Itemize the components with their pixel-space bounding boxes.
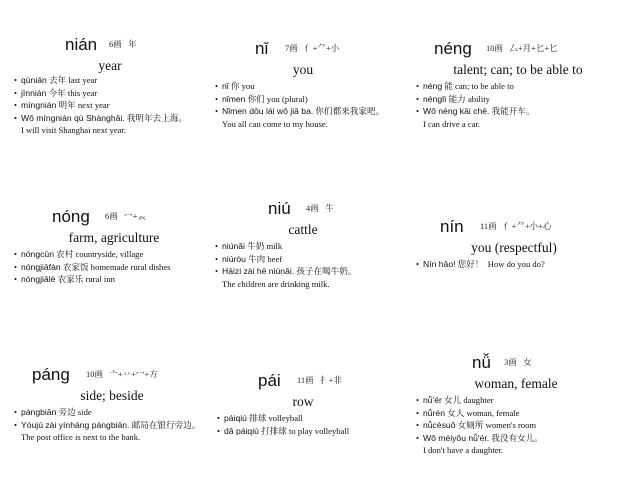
character-info xyxy=(297,374,342,386)
list-item: • Yóujú zài yínháng pángbiān. 邮局在银行旁边。 The post office is next to the bank. xyxy=(14,419,201,442)
pinyin-heading: nóng xyxy=(52,207,90,226)
radical-components: 扌+非 xyxy=(320,375,342,385)
list-item: • nǐmen 你们 you (plural) xyxy=(215,93,308,104)
list-item: • niúnǎi 牛奶 milk xyxy=(215,241,283,251)
card-niu xyxy=(215,198,423,289)
list-item: • nǐ 你 you xyxy=(215,81,255,91)
list-item: • néng 能 can; to be able to xyxy=(416,81,514,91)
list-item: • niúròu 牛肉 beef xyxy=(215,253,283,264)
card-ni xyxy=(215,38,423,129)
radical-components: 牛 xyxy=(325,203,334,213)
pinyin-heading: nǐ xyxy=(255,39,269,58)
list-item: • Nǐmen dōu lái wǒ jiā ba. 你们都来我家吧。 You all can come to my house. xyxy=(215,106,385,129)
meaning: woman, female xyxy=(474,376,558,391)
radical-components: 亠+丷+冖+方 xyxy=(109,369,158,379)
list-item: • nóngcūn 农村 countryside, village xyxy=(14,249,144,259)
pinyin-heading: nín xyxy=(440,217,464,236)
list-item: • dǎ páiqiú 打排球 to play volleyball xyxy=(217,425,350,436)
pinyin-heading: nián xyxy=(65,35,98,54)
list-item: • míngnián 明年 next year xyxy=(14,100,110,110)
character-info xyxy=(306,202,334,214)
card-pai xyxy=(215,370,423,436)
character-info xyxy=(86,368,158,380)
pinyin-heading: néng xyxy=(434,39,472,58)
pinyin-heading: pái xyxy=(258,371,281,390)
character-info xyxy=(105,210,146,222)
list-item: • nénglì 能力 ability xyxy=(416,93,490,104)
stroke-count: 11画 xyxy=(480,221,497,231)
example-list xyxy=(217,412,417,437)
radical-components: 年 xyxy=(128,39,137,49)
example-list xyxy=(14,74,214,137)
list-item: • nóngjiālè 农家乐 rural inn xyxy=(14,274,115,284)
list-item: • nǚrén 女人 woman, female xyxy=(416,407,520,418)
meaning: row xyxy=(292,394,314,409)
meaning: side; beside xyxy=(80,388,144,403)
list-item: • nóngjiāfàn 农家饭 homemade rural dishes xyxy=(14,261,171,272)
list-item: • jīnnián 今年 this year xyxy=(14,87,98,98)
stroke-count: 11画 xyxy=(297,375,314,385)
stroke-count: 7画 xyxy=(285,43,298,53)
list-item: • nǚ'ér 女儿 daughter xyxy=(416,395,494,405)
stroke-count: 10画 xyxy=(486,43,504,53)
list-item: • Wǒ míngnián qù Shànghǎi. 我明年去上海。 I will visit Shanghai next year. xyxy=(14,112,187,135)
list-item: • páiqiú 排球 volleyball xyxy=(217,413,303,423)
list-item: • Háizi zài hē niúnǎi. 孩子在喝牛奶。 The children are drinking milk. xyxy=(215,266,357,289)
example-list xyxy=(416,394,616,457)
radical-components: 亻+⺈+小 xyxy=(304,43,340,53)
card-nu xyxy=(414,352,622,455)
example-list xyxy=(416,80,616,130)
card-pang xyxy=(12,364,220,442)
character-info xyxy=(504,356,532,368)
meaning: you xyxy=(292,62,314,77)
stroke-count: 6画 xyxy=(109,39,122,49)
example-list xyxy=(215,240,415,290)
radical-components: 女 xyxy=(523,357,532,367)
radical-components: 亻+⺈+小+心 xyxy=(503,221,552,231)
pinyin-heading: nǚ xyxy=(472,353,491,372)
radical-components: 冖+𧘇 xyxy=(124,211,146,221)
example-list xyxy=(416,258,616,271)
pinyin-heading: páng xyxy=(32,365,70,384)
meaning: farm, agriculture xyxy=(68,230,160,245)
character-info xyxy=(486,42,558,54)
card-nong xyxy=(12,206,220,284)
card-neng xyxy=(414,38,622,129)
list-item: • pángbiān 旁边 side xyxy=(14,407,92,417)
pinyin-heading: niú xyxy=(268,199,291,218)
list-item: • Nín hǎo! 您好！ How do you do? xyxy=(416,259,545,269)
meaning: you (respectful) xyxy=(471,240,557,255)
list-item: • Wǒ méiyǒu nǚ'ér. 我没有女儿。 I don't have a daughter. xyxy=(416,432,543,455)
character-info xyxy=(109,38,137,50)
example-list xyxy=(215,80,415,130)
example-list xyxy=(14,248,214,286)
stroke-count: 6画 xyxy=(105,211,118,221)
card-nian xyxy=(12,34,220,135)
meaning: cattle xyxy=(288,222,318,237)
character-info xyxy=(285,42,339,54)
list-item: • nǚcèsuǒ 女厕所 women's room xyxy=(416,420,537,430)
list-item: • Wǒ néng kāi chē. 我能开车。 I can drive a car. xyxy=(416,106,535,129)
stroke-count: 4画 xyxy=(306,203,319,213)
radical-components: 厶+月+匕+匕 xyxy=(509,43,558,53)
card-nin xyxy=(414,216,622,269)
stroke-count: 10画 xyxy=(86,369,104,379)
meaning: talent; can; to be able to xyxy=(453,62,583,77)
meaning: year xyxy=(98,58,122,73)
list-item: • qùnián 去年 last year xyxy=(14,75,98,85)
stroke-count: 3画 xyxy=(504,357,517,367)
example-list xyxy=(14,406,214,444)
character-info xyxy=(480,220,551,232)
